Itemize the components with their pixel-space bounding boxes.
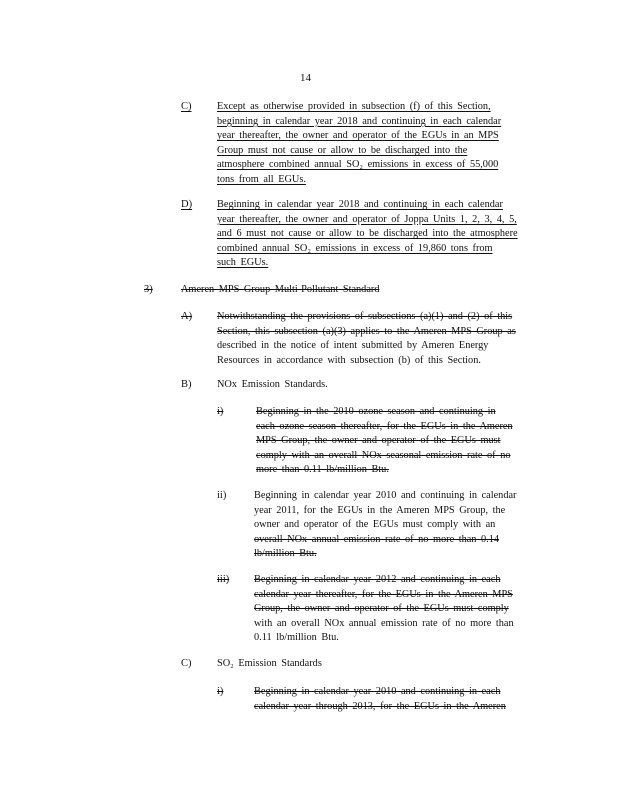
text-line: year 2011, for the EGUs in the Ameren MPS Group, the bbox=[254, 504, 506, 516]
subsection-c-text bbox=[217, 100, 537, 188]
text-line: Group must not cause or allow to be discharged into the bbox=[217, 144, 468, 156]
text-line: tons from all EGUs. bbox=[217, 173, 306, 185]
text-line: Beginning in calendar year 2018 and continuing in each calendar bbox=[217, 199, 503, 210]
subsection-c-i-text bbox=[254, 685, 544, 714]
text-line: Resources in accordance with subsection (b) of this Section. bbox=[217, 354, 481, 366]
text-line: and 6 must not cause or allow to be discharged into the atmosphere bbox=[217, 228, 518, 240]
subsection-d-label: D) bbox=[181, 199, 193, 210]
text-line: 0.11 lb/million Btu. bbox=[254, 632, 339, 644]
text-line: calendar year through 2013, for the EGUs in the Ameren bbox=[254, 700, 506, 712]
text-line: year thereafter, the owner and operator of the EGUs in an MPS bbox=[217, 130, 499, 142]
subsection-b-iii-label: iii) bbox=[217, 574, 230, 585]
text-line: comply with an overall NOx seasonal emission rate of no bbox=[256, 449, 511, 461]
subsection-b-i-label: i) bbox=[217, 406, 224, 417]
text-line: Group, the owner and operator of the EGUs must comply bbox=[254, 603, 509, 615]
section-3-title: Ameren MPS Group Multi-Pollutant Standard bbox=[181, 284, 380, 295]
subsection-b-title: NOx Emission Standards. bbox=[217, 379, 328, 390]
subsection-a-label: A) bbox=[181, 311, 193, 322]
subsection-b-ii-label: ii) bbox=[217, 490, 227, 501]
subsection-c-i-label: i) bbox=[217, 686, 224, 697]
subsection-b-label: B) bbox=[181, 379, 192, 390]
subsection-b-iii-text bbox=[254, 573, 544, 646]
text-line: more than 0.11 lb/million Btu. bbox=[256, 464, 389, 476]
text-line: each ozone season thereafter, for the EGUs in the Ameren bbox=[256, 420, 513, 432]
text-line: described in the notice of intent submitted by Ameren Energy bbox=[217, 340, 489, 352]
text-line: owner and operator of the EGUs must comply with an bbox=[254, 519, 496, 531]
text-line: Section, this subsection (a)(3) applies to the Ameren MPS Group as bbox=[217, 325, 516, 337]
text-line: Beginning in calendar year 2012 and continuing in each bbox=[254, 574, 501, 585]
subsection-c2-title: SO₂ Emission Standards bbox=[217, 658, 322, 669]
subsection-b-i-text bbox=[256, 405, 546, 478]
section-3-label: 3) bbox=[144, 284, 153, 295]
text-line: lb/million Btu. bbox=[254, 548, 317, 560]
text-line: with an overall NOx annual emission rate of no more than bbox=[254, 617, 514, 629]
text-line: atmosphere combined annual SO₂ emissions in excess of 55,000 bbox=[217, 159, 499, 171]
text-line: calendar year thereafter, for the EGUs in the Ameren MPS bbox=[254, 588, 513, 600]
text-line: combined annual SO₂ emissions in excess of 19,860 tons from bbox=[217, 242, 493, 254]
text-line: Notwithstanding the provisions of subsections (a)(1) and (2) of this bbox=[217, 311, 513, 322]
subsection-a-text bbox=[217, 310, 547, 368]
text-line: Beginning in calendar year 2010 and continuing in each bbox=[254, 686, 501, 697]
text-line: overall NOx annual emission rate of no more than 0.14 bbox=[254, 533, 500, 545]
subsection-b-ii-text bbox=[254, 489, 544, 562]
subsection-c-label: C) bbox=[181, 101, 192, 112]
subsection-c2-label: C) bbox=[181, 658, 192, 669]
text-line: beginning in calendar year 2018 and continuing in each calendar bbox=[217, 115, 502, 127]
text-line: such EGUs. bbox=[217, 257, 269, 269]
text-line: Beginning in calendar year 2010 and continuing in calendar bbox=[254, 490, 517, 501]
text-line: Beginning in the 2010 ozone season and continuing in bbox=[256, 406, 496, 417]
page-number: 14 bbox=[300, 72, 311, 84]
text-line: Except as otherwise provided in subsection (f) of this Section, bbox=[217, 101, 491, 112]
text-line: MPS Group, the owner and operator of the EGUs must bbox=[256, 435, 501, 447]
text-line: year thereafter, the owner and operator of Joppa Units 1, 2, 3, 4, 5, bbox=[217, 213, 517, 225]
subsection-d-text bbox=[217, 198, 547, 271]
